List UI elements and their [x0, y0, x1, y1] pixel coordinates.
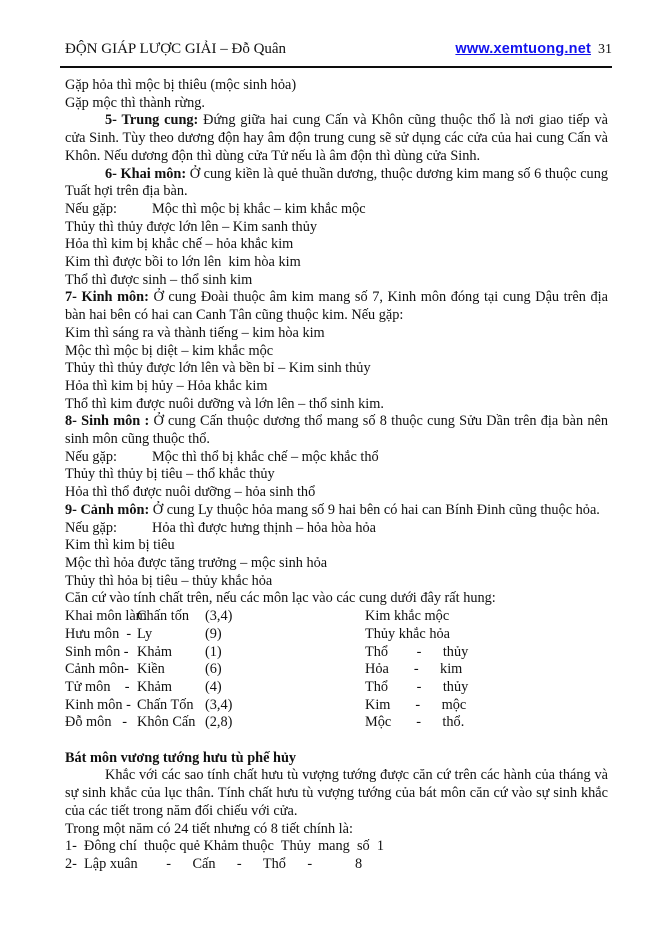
list-item: Mộc thì mộc bị diệt – kim khắc mộc [65, 342, 274, 359]
paragraph-trung-cung [65, 112, 608, 165]
cell-mon: Cảnh môn- [65, 661, 129, 678]
table-row [65, 661, 608, 679]
neu-gap-row [65, 201, 608, 219]
neu-gap-label: Nếu gặp: [65, 448, 118, 465]
table-row [65, 679, 608, 697]
table-row [65, 697, 608, 715]
list-item: Mộc thì thổ bị khắc chế – mộc khắc thổ [152, 448, 379, 465]
cell-cung: Kiền [137, 661, 165, 678]
header-divider [60, 66, 612, 68]
document-title: ĐỘN GIÁP LƯỢC GIẢI – Đỗ Quân [65, 41, 287, 57]
cell-num: (1) [205, 643, 222, 660]
paragraph-label: 7- Kinh môn: [65, 289, 149, 306]
cell-result: Hỏa - kim [365, 661, 463, 678]
cell-cung: Khôn Cấn [137, 714, 196, 731]
list-item: Thủy thì thủy được lớn lên – Kim sanh thủy [65, 218, 317, 235]
cell-result: Thủy khắc hỏa [365, 625, 450, 642]
cell-result: Kim - mộc [365, 696, 467, 713]
table-row [65, 626, 608, 644]
list-item: Kim thì sáng ra và thành tiếng – kim hòa kim [65, 324, 325, 341]
paragraph-label: 9- Cảnh môn: [65, 501, 150, 518]
neu-gap-label: Nếu gặp: [65, 200, 118, 217]
paragraph-text: Ở cung Cấn thuộc dương thổ mang số 8 thuộc cung Sửu Dần trên địa bàn nên sinh môn cũng thuộc thổ. [65, 413, 608, 448]
document-body [65, 77, 608, 874]
cell-cung: Chấn Tốn [137, 696, 194, 713]
list-item: Hỏa thì được hưng thịnh – hỏa hòa hỏa [152, 519, 376, 536]
numbered-line: 1- Đông chí thuộc quẻ Khảm thuộc Thủy mang số 1 [65, 838, 384, 855]
paragraph-text: Ở cung Ly thuộc hỏa mang số 9 hai bên có hai can Bính Đinh cũng thuộc hỏa. [149, 501, 600, 518]
cell-num: (9) [205, 625, 222, 642]
neu-gap-row [65, 520, 608, 538]
neu-gap-label: Nếu gặp: [65, 519, 118, 536]
intro-line: Gặp mộc thì thành rừng. [65, 94, 205, 111]
cell-mon: Khai môn làm [65, 608, 147, 625]
list-item: Hỏa thì kim bị khắc chế – hỏa khắc kim [65, 236, 294, 253]
numbered-line: 2- Lập xuân - Cấn - Thổ - 8 [65, 855, 363, 872]
tiet-intro-line: Trong một năm có 24 tiết nhưng có 8 tiết chính là: [65, 820, 353, 837]
table-row [65, 644, 608, 662]
paragraph-bat-mon: Khắc với các sao tính chất hưu tù vượng tướng được căn cứ trên các hành của tháng và sự sinh khắc của lục thân. Tính chất hưu tù vượng tướng của bát môn căn cứ vào sự sinh khắc của các tiết trong năm đối chiếu với cửa. [65, 767, 608, 819]
neu-gap-row [65, 449, 608, 467]
paragraph-text: Đứng giữa hai cung Cấn và Khôn cũng thuộc thổ là nơi giao tiếp và cửa Sinh. Tùy theo dương độn hay âm độn trung cung sẽ sử dụng các cửa của hai cung Cấn và Khôn. Nếu dương độn thì dùng cửa Tử nếu là âm độn thì dùng cửa Sinh. [65, 112, 608, 164]
paragraph-text: Ở cung kiền là quẻ thuần dương, thuộc dương kim mang số 6 thuộc cung Tuất hợi trên địa bàn. [65, 165, 608, 200]
list-item: Thủy thì thủy được lớn lên và bền bỉ – Kim sinh thủy [65, 360, 371, 377]
list-item: Kim thì được bồi to lớn lên kim hòa kim [65, 254, 301, 271]
cell-mon: Tử môn - [65, 678, 130, 695]
paragraph-label: 6- Khai môn: [105, 165, 187, 182]
page-number: 31 [598, 42, 612, 57]
cell-cung: Ly [137, 625, 153, 642]
hung-note: Căn cứ vào tính chất trên, nếu các môn lạc vào các cung dưới đây rất hung: [65, 590, 496, 607]
cell-cung: Khảm [137, 643, 172, 660]
table-row [65, 608, 608, 626]
list-item: Mộc thì hỏa được tăng trưởng – mộc sinh hỏa [65, 554, 328, 571]
cell-cung: Khảm [137, 678, 172, 695]
cell-result: Thổ - thủy [365, 643, 469, 660]
cell-result: Kim khắc mộc [365, 608, 450, 625]
list-item: Thổ thì được sinh – thổ sinh kim [65, 271, 253, 288]
cell-num: (4) [205, 678, 222, 695]
cell-num: (3,4) [205, 608, 233, 625]
cell-mon: Sinh môn - [65, 643, 129, 660]
table-row [65, 714, 608, 732]
cell-cung: Chấn tốn [137, 608, 190, 625]
header-right [455, 40, 612, 59]
cell-num: (6) [205, 661, 222, 678]
list-item: Hỏa thì kim bị hủy – Hỏa khắc kim [65, 377, 268, 394]
list-item: Hỏa thì thổ được nuôi dưỡng – hỏa sinh thổ [65, 484, 316, 501]
paragraph-sinh-mon [65, 413, 608, 448]
blank-line [65, 732, 608, 750]
paragraph-canh-mon [65, 502, 608, 520]
list-item: Kim thì kim bị tiêu [65, 537, 175, 554]
cell-num: (2,8) [205, 714, 233, 731]
paragraph-kinh-mon [65, 289, 608, 324]
list-item: Thổ thì kim được nuôi dưỡng và lớn lên – thổ sinh kim. [65, 395, 384, 412]
cell-num: (3,4) [205, 696, 233, 713]
paragraph-label: 5- Trung cung: [105, 112, 199, 129]
page-header [65, 40, 612, 59]
cell-result: Thổ - thủy [365, 678, 469, 695]
section-heading: Bát môn vương tướng hưu tù phế hủy [65, 749, 297, 766]
site-link[interactable]: www.xemtuong.net [455, 41, 591, 57]
cell-mon: Đỗ môn - [65, 714, 127, 731]
list-item: Mộc thì mộc bị khắc – kim khắc mộc [152, 200, 366, 217]
intro-line: Gặp hỏa thì mộc bị thiêu (mộc sinh hỏa) [65, 77, 297, 93]
paragraph-text: Ở cung Đoài thuộc âm kim mang số 7, Kinh môn đóng tại cung Dậu trên địa bàn hai bên có hai can Canh Tân cũng thuộc kim. Nếu gặp: [65, 289, 608, 324]
cell-mon: Hưu môn - [65, 625, 132, 642]
paragraph-khai-mon [65, 166, 608, 201]
list-item: Thủy thì hỏa bị tiêu – thủy khắc hỏa [65, 572, 273, 589]
cell-mon: Kinh môn - [65, 696, 131, 713]
list-item: Thủy thì thủy bị tiêu – thổ khắc thủy [65, 466, 275, 483]
paragraph-label: 8- Sinh môn : [65, 413, 150, 430]
cell-result: Mộc - thổ. [365, 714, 465, 731]
